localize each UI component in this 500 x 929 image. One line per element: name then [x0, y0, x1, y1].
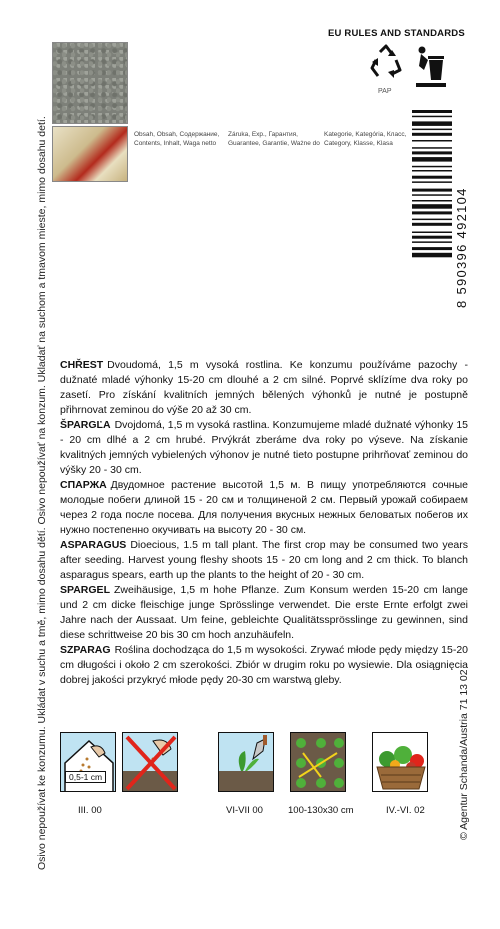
entry-label: SZPARAG — [60, 644, 111, 656]
asparagus-spears-photo — [52, 126, 128, 182]
contents-line: Contents, Inhalt, Waga netto — [134, 140, 217, 147]
greenhouse-sowing-icon — [60, 732, 116, 792]
entry-ru — [60, 478, 468, 538]
eu-rules-title: EU RULES AND STANDARDS — [328, 28, 465, 39]
entry-text: Двудомное растение высотой 1,5 м. В пищу употребляются сочные молодые побеги длиной 15 - 20 см и толщиненой 2 см. Первый урожай собираем через 2 года после посева. Для получения вкусных нежных беловатых побегов их нужно постепенно окучивать на высоту 20 - 30 см. — [60, 479, 468, 536]
entry-en — [60, 538, 468, 583]
pap-label: PAP — [378, 88, 392, 95]
entry-text: Dvojdomá, 1,5 m vysoká rastlina. Konzumujeme mladé dužnaté výhonky 15 - 20 cm dlhé a 2 cm hrubé. Prvýkrát zberáme dva roky po výseve. Na získanie kvalitných jemných vybielených výhonov je nutné tieto postupne prihrňovať zeminou do výšky 20 - 30 cm. — [60, 419, 468, 476]
entry-pl — [60, 643, 468, 688]
contents-info — [134, 130, 219, 148]
entry-label: CHŘEST — [60, 359, 104, 371]
guarantee-info — [228, 130, 320, 148]
entry-sk — [60, 418, 468, 478]
copyright-vertical: © Agentur Schanda/Austria 71 13 02 — [458, 669, 470, 840]
category-line: Category, Klasse, Klasa — [324, 140, 393, 147]
entry-label: ŠPARGĽA — [60, 419, 111, 431]
transplant-trowel-icon — [218, 732, 274, 792]
entry-label: СПАРЖА — [60, 479, 107, 491]
guarantee-line: Záruka, Exp., Гарантия, — [228, 131, 298, 138]
trash-bin-icon — [414, 44, 448, 88]
entry-text: Roślina dochodząca do 1,5 m wysokości. Zrywać młode pędy między 15-20 cm długości i około 2 cm szerokości. Zbiór w drugim roku po wysiewie. Dla osiągnięcia dobrej jakości przykryć młode pędy 20-30 cm warstwą gleby. — [60, 644, 468, 686]
step-label-spacing: 100-130x30 cm — [288, 805, 354, 816]
asparagus-field-photo — [52, 42, 128, 124]
entry-text: Zweihäusige, 1,5 m hohe Pflanze. Zum Konsum werden 15-20 cm lange und 2 cm dicke fleischige junge Sprösslinge verwendet. Die erste Ernte erfolgt zwei Jahre nach der Aussaat. Um feine, gebleichte Qualitätssprösslinge zu gewinnen, sind diese schrittweise 20 bis 30 cm hoch anzuhäufeln. — [60, 584, 468, 641]
harvest-basket-icon — [372, 732, 428, 792]
sowing-depth: 0,5-1 cm — [65, 771, 106, 783]
entry-text: Dvoudomá, 1,5 m vysoká rostlina. Ke konzumu používáme pazochy - dužnaté mladé výhonky 15-20 cm dlouhé a 2 cm silné. Poprvé sklízíme dva roky po zasetí. Pro získání kvalitních jemných bělených výhonků je nutné je postupně přihrnovat zeminou do výše 20 až 30 cm. — [60, 359, 468, 416]
entry-label: ASPARAGUS — [60, 539, 127, 551]
description-list — [60, 358, 468, 688]
entry-label: SPARGEL — [60, 584, 110, 596]
recycle-icon — [368, 44, 404, 84]
no-outdoor-sowing-icon — [122, 732, 178, 792]
step-label-transplant: VI-VII 00 — [226, 805, 263, 816]
storage-warning-vertical: Osivo nepoužívat ke konzumu. Ukládat v suchu a tmě, mimo dosahu dětí. Osivo nepoužívať na konzum. Ukladať na suchom a tmavom mieste, mimo dosahu detí. — [36, 116, 48, 870]
plant-spacing-icon — [290, 732, 346, 792]
guarantee-line: Guarantee, Garantie, Ważne do — [228, 140, 320, 147]
category-info — [324, 130, 406, 148]
entry-cz — [60, 358, 468, 418]
entry-de — [60, 583, 468, 643]
category-line: Kategorie, Kategória, Класс, — [324, 131, 407, 138]
entry-text: Dioecious, 1.5 m tall plant. The first crop may be consumed two years after seeding. Harvest young fleshy shoots 15 - 20 cm long and 2 cm thick. To blanch asparagus spears, earth up the plants to the height of 20 - 30 cm. — [60, 539, 468, 581]
step-label-sowing: III. 00 — [78, 805, 102, 816]
barcode-digits: 8 590396 492104 — [454, 187, 469, 308]
contents-line: Obsah, Obsah, Содержание, — [134, 131, 220, 138]
step-label-harvest: IV.-VI. 02 — [386, 805, 425, 816]
